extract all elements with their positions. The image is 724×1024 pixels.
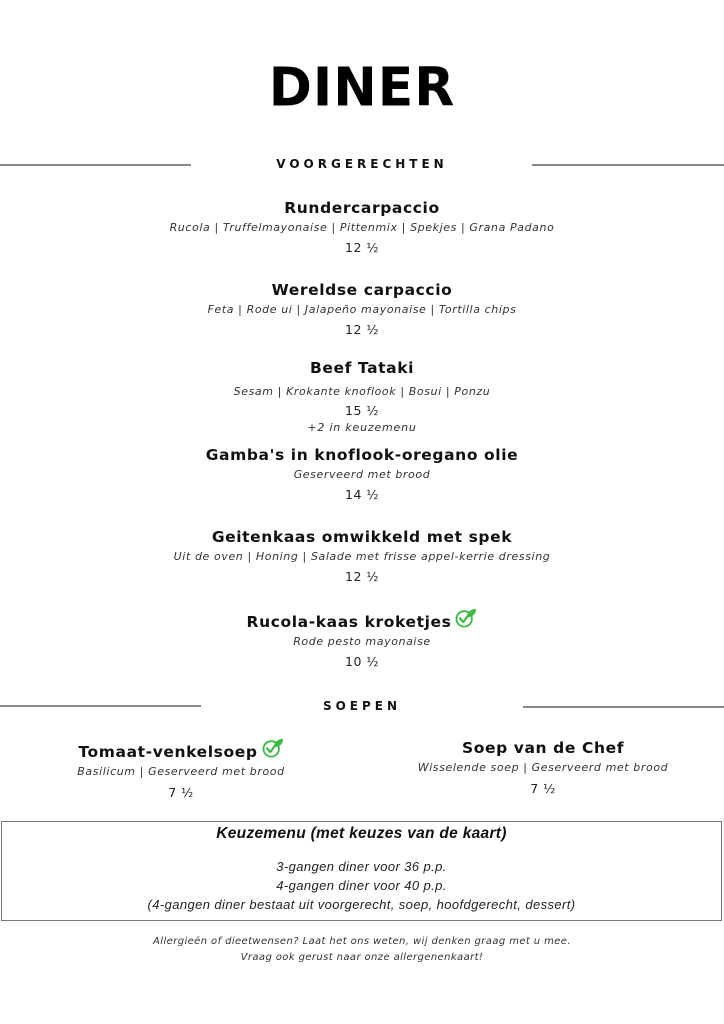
dish-description: Basilicum | Geserveerd met brood [77, 765, 285, 778]
dish-price: 12 ½ [345, 322, 379, 337]
vegetarian-check-leaf-icon [262, 738, 284, 758]
menu-item [0, 198, 724, 256]
footer-line: Vraag ook gerust naar onze allergenenkaart! [240, 952, 484, 963]
dish-price: 14 ½ [345, 487, 379, 502]
divider-right [523, 706, 724, 708]
vegetarian-check-leaf-icon [455, 608, 477, 628]
dish-description: Sesam | Krokante knoflook | Bosui | Ponzu [233, 385, 491, 398]
dish-price: 10 ½ [345, 654, 379, 669]
dish-description: Rode pesto mayonaise [293, 635, 431, 648]
dish-name: Tomaat-venkelsoep [78, 743, 258, 761]
dish-description: Uit de oven | Honing | Salade met frisse appel-kerrie dressing [173, 550, 551, 563]
keuzemenu-line: 3-gangen diner voor 36 p.p. [276, 859, 447, 874]
dish-price: 7 ½ [168, 785, 194, 800]
dish-name: Wereldse carpaccio [271, 281, 453, 299]
dish-note: +2 in keuzemenu [307, 421, 417, 434]
allergy-note [0, 934, 724, 966]
dish-name: Soep van de Chef [461, 739, 625, 757]
section-title-voorgerechten: VOORGERECHTEN [276, 157, 448, 171]
footer-line: Allergieën of dieetwensen? Laat het ons weten, wij denken graag met u mee. [153, 936, 571, 947]
dish-name: Geitenkaas omwikkeld met spek [211, 528, 513, 546]
keuzemenu-title: Keuzemenu (met keuzes van de kaart) [216, 825, 507, 842]
page-title: DINER [268, 57, 456, 119]
dish-description: Feta | Rode ui | Jalapeño mayonaise | Tortilla chips [207, 303, 517, 316]
dish-name: Gamba's in knoflook-oregano olie [205, 446, 519, 464]
menu-item [0, 608, 724, 670]
menu-item [0, 445, 724, 503]
menu-item [0, 280, 724, 338]
dish-name: Rucola-kaas kroketjes [246, 613, 452, 631]
section-title-soepen: SOEPEN [322, 699, 402, 713]
dish-name: Beef Tataki [309, 359, 415, 377]
menu-item [0, 527, 724, 585]
menu-item [362, 738, 724, 797]
menu-item [0, 358, 724, 435]
keuzemenu-line: (4-gangen diner bestaat uit voorgerecht, soep, hoofdgerecht, dessert) [147, 897, 576, 912]
dish-price: 12 ½ [345, 240, 379, 255]
dish-description: Wisselende soep | Geserveerd met brood [417, 761, 669, 774]
keuzemenu-box [1, 821, 722, 921]
dish-price: 15 ½ [345, 403, 379, 418]
dish-price: 12 ½ [345, 569, 379, 584]
keuzemenu-line: 4-gangen diner voor 40 p.p. [276, 878, 447, 893]
dish-description: Geserveerd met brood [293, 468, 431, 481]
dish-name: Rundercarpaccio [284, 199, 440, 217]
dish-price: 7 ½ [530, 781, 556, 796]
menu-item [0, 738, 362, 801]
divider-right [532, 164, 724, 166]
dish-description: Rucola | Truffelmayonaise | Pittenmix | Spekjes | Grana Padano [169, 221, 555, 234]
